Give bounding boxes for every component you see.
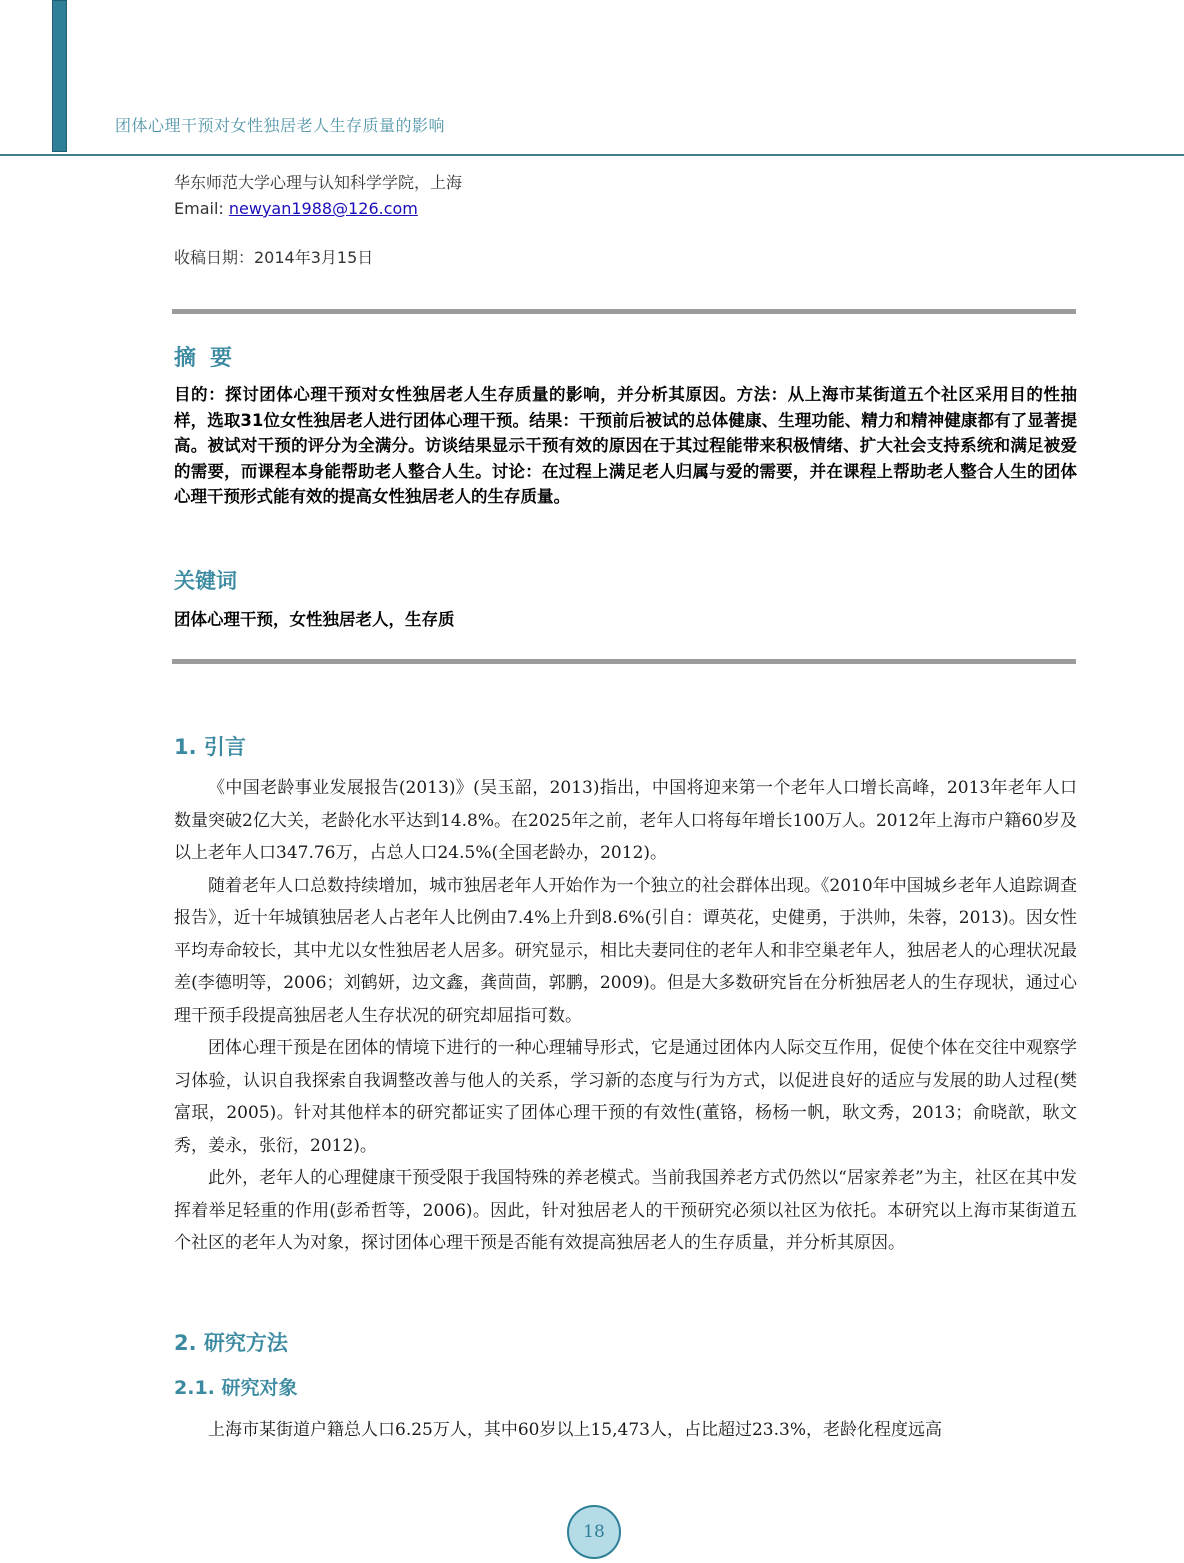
section-heading-intro: 1. 引言 [174,735,246,759]
subsection-heading-subjects: 2.1. 研究对象 [174,1377,298,1399]
paragraph: 团体心理干预是在团体的情境下进行的一种心理辅导形式，它是通过团体内人际交互作用，促使个体在交往中观察学习体验，认识自我探索自我调整改善与他人的关系，学习新的态度与行为方式，以促进良好的适应与发展的助人过程(樊富珉，2005)。针对其他样本的研究都证实了团体心理干预的有效性(董铬，杨杨一帆，耿文秀，2013；俞晓歆，耿文秀，姜永，张衍，2012)。 [174,1038,1077,1156]
intro-body [174,772,1077,1260]
email-line [174,196,1077,222]
abstract-top-rule [172,309,1076,314]
keywords-title: 关键词 [174,569,237,593]
paragraph: 上海市某街道户籍总人口6.25万人，其中60岁以上15,473人，占比超过23.3%，老龄化程度远高 [208,1420,942,1440]
paragraph: 此外，老年人的心理健康干预受限于我国特殊的养老模式。当前我国养老方式仍然以“居家养老”为主，社区在其中发挥着举足轻重的作用(彭希哲等，2006)。因此，针对独居老人的干预研究必须以社区为依托。本研究以上海市某街道五个社区的老年人为对象，探讨团体心理干预是否能有效提高独居老人的生存质量，并分析其原因。 [174,1168,1077,1253]
section-heading-methods: 2. 研究方法 [174,1331,288,1355]
abstract-title: 摘要 [174,346,247,371]
abstract-bottom-rule [172,659,1076,664]
methods-body [174,1414,1077,1447]
page-number-badge [567,1505,621,1559]
email-label: Email: [174,199,229,218]
header-divider [0,154,1184,156]
affiliation: 华东师范大学心理与认知科学学院，上海 [174,173,463,192]
paragraph: 随着老年人口总数持续增加，城市独居老年人开始作为一个独立的社会群体出现。《2010年中国城乡老年人追踪调查报告》，近十年城镇独居老人占老年人比例由7.4%上升到8.6%(引自：谭英花，史健勇，于洪帅，朱蓉，2013)。因女性平均寿命较长，其中尤以女性独居老人居多。研究显示，相比夫妻同住的老年人和非空巢老年人，独居老人的心理状况最差(李德明等，2006；刘鹤妍，边文鑫，龚茴茴，郭鹏，2009)。但是大多数研究旨在分析独居老人的生存现状，通过心理干预手段提高独居老人生存状况的研究却屈指可数。 [174,875,1077,1026]
keywords-body: 团体心理干预，女性独居老人，生存质 [174,610,455,629]
received-date: 收稿日期：2014年3月15日 [174,248,374,267]
email-link[interactable]: newyan1988@126.com [228,199,418,218]
paragraph: 《中国老龄事业发展报告(2013)》(吴玉韶，2013)指出，中国将迎来第一个老年人口增长高峰，2013年老年人口数量突破2亿大关，老龄化水平达到14.8%。在2025年之前，老年人口将每年增长100万人。2012年上海市户籍60岁及以上老年人口347.76万，占总人口24.5%(全国老龄办，2012)。 [174,778,1077,863]
abstract-body: 目的：探讨团体心理干预对女性独居老人生存质量的影响，并分析其原因。方法：从上海市某街道五个社区采用目的性抽样，选取31位女性独居老人进行团体心理干预。结果：干预前后被试的总体健康、生理功能、精力和精神健康都有了显著提高。被试对干预的评分为全满分。访谈结果显示干预有效的原因在于其过程能带来积极情绪、扩大社会支持系统和满足被爱的需要，而课程本身能帮助老人整合人生。讨论：在过程上满足老人归属与爱的需要，并在课程上帮助老人整合人生的团体心理干预形式能有效的提高女性独居老人的生存质量。 [174,385,1077,506]
author-info [174,170,1077,222]
page-number: 18 [583,1522,605,1542]
running-title: 团体心理干预对女性独居老人生存质量的影响 [115,116,446,135]
header-accent-bar [52,0,67,152]
